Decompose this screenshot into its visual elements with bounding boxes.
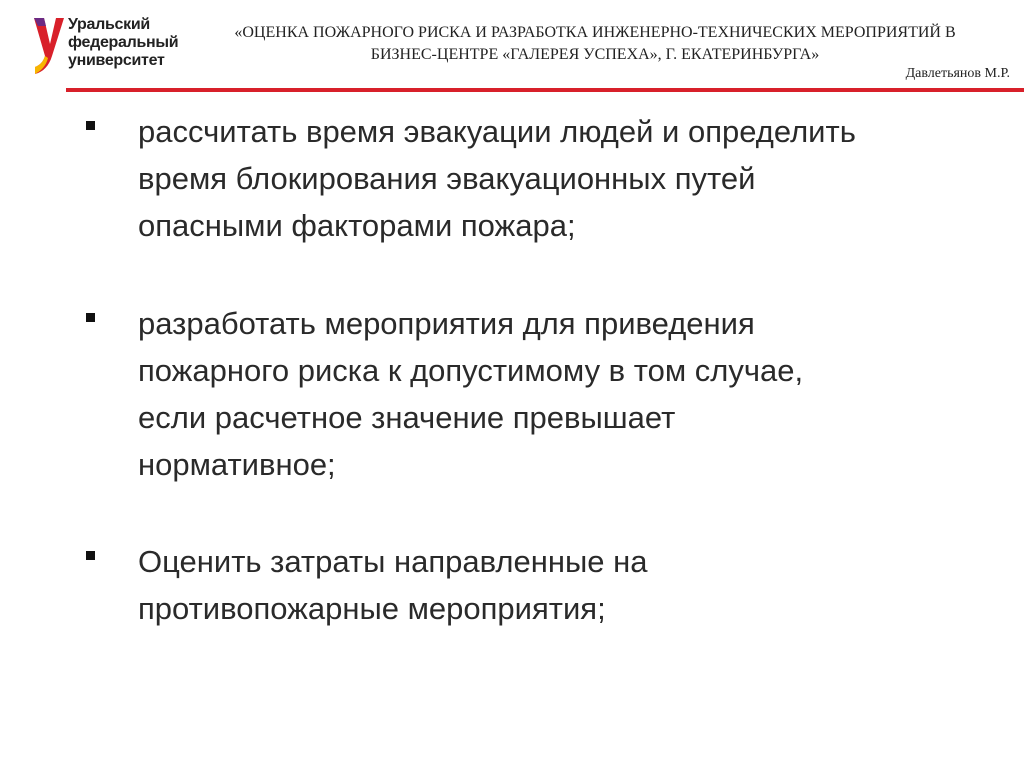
list-item-text [138, 538, 978, 632]
list-item-line: рассчитать время эвакуации людей и определить [138, 114, 856, 149]
list-item-text [138, 300, 978, 488]
logo-line: Уральский [68, 16, 150, 33]
list-item-line: если расчетное значение превышает [138, 400, 676, 435]
header-title-line: «ОЦЕНКА ПОЖАРНОГО РИСКА И РАЗРАБОТКА ИНЖЕНЕРНО-ТЕХНИЧЕСКИХ МЕРОПРИЯТИЙ В [234, 24, 956, 41]
list-item-line: Оценить затраты направленные на [138, 544, 648, 579]
logo-line: университет [68, 52, 165, 69]
square-bullet-icon [86, 551, 95, 560]
header-title-line: БИЗНЕС-ЦЕНТРЕ «ГАЛЕРЕЯ УСПЕХА», Г. ЕКАТЕРИНБУРГА» [370, 46, 820, 63]
list-item-text [138, 108, 978, 249]
square-bullet-icon [86, 313, 95, 322]
list-item-line: нормативное; [138, 447, 336, 482]
list-item-line: время блокирования эвакуационных путей [138, 161, 756, 196]
list-item-line: противопожарные мероприятия; [138, 591, 606, 626]
logo-line: федеральный [68, 34, 179, 51]
list-item-line: разработать мероприятия для приведения [138, 306, 755, 341]
list-item-line: пожарного риска к допустимому в том случае, [138, 353, 804, 388]
author-name: Давлетьянов М.Р. [905, 66, 1010, 81]
list-item-line: опасными факторами пожара; [138, 208, 576, 243]
square-bullet-icon [86, 121, 95, 130]
